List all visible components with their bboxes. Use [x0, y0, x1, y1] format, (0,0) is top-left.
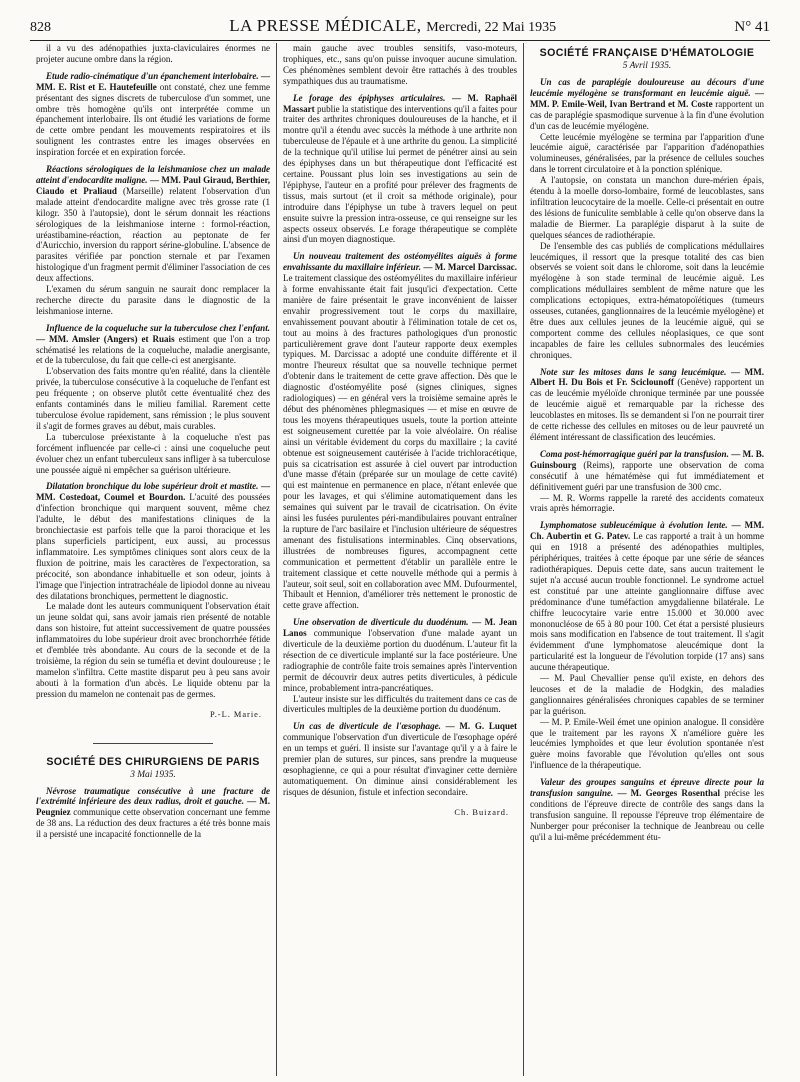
article — [283, 93, 517, 246]
article-body: communique l'observation d'un diverticule de l'œsophage opéré en un temps et guéri. Il insiste sur l'avantage qu'il y a à faire le premier plan de sutures, sur pinces, sans prendre la muqueuse œsophagienne, ce qui a pour résultat d'invaginer cette dernière automatiquement. On diminue ainsi considérablement les risques de désunion, fistule et infection secondaire. — [283, 732, 517, 797]
article-body: rapportent un cas de paraplégie spasmodique survenue à la fin d'une évolution d'un cas de leucémie myélogène. — [530, 98, 764, 131]
article-title: Valeur des groupes sanguins et épreuve directe pour la transfusion sanguine. — [530, 777, 764, 799]
issue-date: Mercredi, 22 Mai 1935 — [426, 20, 557, 35]
article — [36, 323, 270, 367]
article — [530, 77, 764, 132]
article-authors: — M. B. Guinsbourg — [530, 448, 765, 470]
paragraph: — M. R. Worms rappelle la rareté des accidents comateux vrais après hémorragie. — [530, 492, 764, 514]
society-heading: SOCIÉTÉ FRANÇAISE D'HÉMATOLOGIE — [539, 47, 755, 59]
paragraph: il a vu des adénopathies juxta-claviculaires énormes ne projeter aucune ombre dans la région. — [36, 43, 270, 64]
article-body: Le cas rapporté a trait à un homme qui en 1918 a présenté des adénopathies multiples, périphériques, traitées à cette époque par une série de séances radiothérapiques. Depuis cette date, sans aucun traitement le sujet n'a accusé aucun trouble fonctionnel. Le syndrome actuel est constitué par une atteinte ganglionnaire diffuse avec prédominance d'une tuméfaction amygdalienne bilatérale. Le chiffre leucocytaire varie entre 15.000 et 30.000 avec mononucléose de 65 à 80 pour 100. Cet état a persisté plusieurs mois sans modification en l'absence de tout traitement. Il s'agit évidemment d'une lymphomatose aleucémique dont la particularité est la longueur de l'évolution torpide (17 ans) sans aucune thérapeutique. — [530, 531, 764, 673]
article-title: Réactions sérologiques de la leishmaniose chez un malade atteint d'endocardite maligne. — [36, 164, 270, 185]
paragraph: — M. P. Emile-Weil émet une opinion analogue. Il considère que le traitement par les rayons X n'améliore guère les leucémies lymphoïdes et que leur évolution spontanée n'est guère moins favorable que l'évolution qu'elles ont sous l'influence de la thérapeutique. — [530, 716, 764, 771]
article — [283, 617, 517, 693]
article-title: Etude radio-cinématique d'un épanchement interlobaire. — [46, 70, 259, 81]
article-authors: — M. Raphaël Massart — [283, 92, 517, 114]
issue-number: N° 41 — [734, 19, 770, 35]
signature: P.-L. Marie. — [209, 709, 262, 719]
article-body: L'acuité des poussées d'infection bronchique qui marquent souvent, même chez l'adulte, le début des manifestations cliniques de la bronchiectasie est parfois telle que la paroi thoracique et les plans superficiels participent, eux aussi, au processus inflammatoire. Les symptômes cliniques sont alors ceux de la fluxion de poitrine, mais les caractères de l'expectoration, sa précocité, son abondance inhabituelle et son odeur, joints à l'image que l'injection intratrachéale de lipiodol donne au niveau des dilatations bronchiques, permettent le diagnostic. — [36, 492, 271, 601]
article-authors: — MM. Costedoat, Coumel et Bourdon. — [36, 481, 270, 503]
paragraph: De l'ensemble des cas publiés de complications médullaires leucémiques, il ressort que la presque totalité des cas bien observés se voient soit dans le chlorome, soit dans la leucémie myélogène à son stade terminal de leucémie aiguë. Les complications médullaires semblent de même nature que les complications ectopiques, extra-hématopoïétiques (tumeurs osseuses, cutanées, ganglionnaires de la leucémie myélogène) et être dues aux cellules jeunes de la leucémie aiguë, qui se comportent comme des cellules néoplasiques, ce que sont incapables de faire les cellules subnormales des leucémies chroniques. — [530, 240, 764, 360]
article-title: Un nouveau traitement des ostéomyélites aiguës à forme envahissante du maxillaire inférieur. — [283, 251, 517, 273]
article-authors: — MM. Albert H. Du Bois et Fr. Sciclounoff — [530, 366, 765, 388]
article — [36, 481, 270, 601]
paragraph: La tuberculose préexistante à la coqueluche n'est pas forcément influencée par celle-ci : ainsi une coqueluche peut évoluer chez un enfant tuberculeux sans infliger à sa tuberculose une poussée aiguë ni empêcher sa guérison ultérieure. — [36, 431, 270, 475]
article-body: ont constaté, chez une femme présentant des signes discrets de tuberculose d'un sommet, une ombre très homogène qu'ils ont interprétée comme un épanchement interlobaire. Ils ont étudié les variations de forme de cette ombre pendant les mouvements respiratoires et ils soulignent les contrastes entre les images observées en inspiration forcée et en expiration forcée. — [36, 81, 270, 158]
article — [530, 520, 764, 673]
article — [530, 449, 764, 493]
article-authors: — M. Jean Lanos — [283, 617, 517, 639]
article — [36, 786, 270, 841]
column-1 — [30, 43, 276, 1076]
paragraph: L'auteur insiste sur les difficultés du traitement dans ce cas de diverticules multiples de la deuxième portion du duodénum. — [283, 693, 517, 715]
article-title: Un cas de paraplégie douloureuse au décours d'une leucémie myélogène se transformant en leucémie aiguë. — [530, 77, 764, 98]
page-number: 828 — [30, 20, 51, 35]
header-rule — [30, 40, 770, 41]
article — [36, 164, 270, 284]
article-body: Le traitement classique des ostéomyélites du maxillaire inférieur à forme envahissante était fait jusqu'ici d'expectation. Cette manière de faire présentait le grave inconvénient de laisser envahir progressivement tout le corps du maxillaire, envahissement pouvant aboutir à l'élimination totale de cet os, tout au moins à des fractures pathologiques d'un pronostic particulièrement grave dont l'auteur rapporte deux exemples typiques. M. Darcissac a adopté une conduite différente et il montre l'heureux résultat que sa nouvelle technique permet d'obtenir dans le traitement de cette grave affection. Dès que le diagnostic d'ostéomyélite posé (signes cliniques, signes radiologiques) — en général vers la troisième semaine après le début des phénomènes phlegmasiques — et mise en œuvre de tous les moyens thérapeutiques usuels, toute la portion atteinte est soigneusement curettée par la voie alvéolaire. On réalise ainsi un véritable évidement du corps du maxillaire ; la cavité obtenue est soigneusement cautérisée à l'acide trichloracétique, puis sa cicatrisation est assurée à ciel ouvert par introduction d'une masse d'étain (préparée sur un moulage de cette cavité) qui est maintenue en permanence en place, n'étant enlevée que pour les lavages, et qui s'élimine automatiquement dans les semaines qui suivent par le travail de cicatrisation. On évite ainsi les fusées purulentes péri-mandibulaires pouvant entraîner la rupture de l'arc basilaire et l'inclusion ultérieure de séquestres amenant des fistulisations interminables. Cinq observations, illustrées de nombreuses figures, accompagnent cette communication et permettent d'établir un parallèle entre le traitement classique et cette nouvelle méthode qui a permis à l'auteur, soit seul, soit en collaboration avec MM. Dufourmentel, Thibault et Hennion, d'améliorer très nettement le pronostic de cette grave affection. — [283, 273, 517, 611]
article-title: Le forage des épiphyses articulaires. — [293, 92, 446, 103]
paragraph: L'examen du sérum sanguin ne saurait donc remplacer la recherche directe du parasite dans le diagnostic de la leishmaniose interne. — [36, 284, 270, 316]
masthead — [229, 16, 556, 36]
article-body: communique l'observation d'une malade ayant un diverticule de la deuxième portion du duodénum. L'auteur fit la résection de ce diverticule implanté sur la face postérieure. Une radiographie de contrôle faite trois semaines après l'intervention permit de découvrir deux autres petits diverticules, à pédicule mince, probablement intra-pancréatiques. — [283, 628, 518, 693]
article-authors: — MM. Ch. Aubertin et G. Patev. — [530, 520, 764, 542]
article-authors: — MM. E. Rist et E. Hautefeuille — [36, 70, 270, 92]
article-body: estiment que l'on a trop schématisé les relations de la coqueluche, maladie anergisante, et de la tuberculose, du fait que celle-ci est anergisante. — [36, 333, 271, 366]
article-authors: — M. Peugniez — [36, 796, 271, 818]
column-2 — [277, 43, 523, 1076]
paragraph: A l'autopsie, on constata un manchon dure-mérien épais, étendu à la moelle dorso-lombaire, formé de leucoblastes, sans infiltration leucocytaire de la moelle. Celle-ci présentait en outre des lésions de funiculite semblable à celle qu'on observe dans la maladie de Biermer. La paraplégie disparut à la suite de quelques séances de radiothérapie. — [530, 175, 764, 240]
article — [283, 251, 517, 611]
column-3 — [524, 43, 770, 1076]
paragraph: — M. Paul Chevallier pense qu'il existe, en dehors des leucoses et de la maladie de Hodgkin, des maladies ganglionnaires généralisées chroniques capables de se terminer par la guérison. — [530, 673, 764, 716]
paragraph: Cette leucémie myélogène se termina par l'apparition d'une leucémie aiguë, caractérisée par l'apparition d'adénopathies volumineuses, généralisées, par la présence de cellules souches dans le torrent circulatoire et à la ponction splénique. — [530, 131, 764, 175]
article — [283, 721, 517, 797]
page-header — [30, 10, 770, 36]
article-title: Influence de la coqueluche sur la tuberculose chez l'enfant. — [46, 322, 270, 333]
article-title: Coma post-hémorragique guéri par la transfusion. — [540, 448, 729, 459]
article-title: Une observation de diverticule du duodénum. — [293, 617, 469, 628]
article-title: Un cas de diverticule de l'œsophage. — [293, 721, 441, 732]
society-heading: SOCIÉTÉ DES CHIRURGIENS DE PARIS — [46, 755, 260, 768]
article-body: (Marseille) relatent l'observation d'un malade atteint d'endocardite maligne avec très grosse rate (1 kilogr. 350 à l'autopsie), dont le sérum donnait les réactions sérologiques de la leishmaniose interne : formol-réaction, uréastibamine-réaction, réaction au peptonate de fer d'Auricchio, inversion du rapport sérine-globuline. L'absence de parasites vérifiée par ponction sternale et par l'examen histologique d'un fragment permit d'éliminer l'association de ces deux affections. — [36, 185, 270, 284]
article-body: publie la statistique des interventions qu'il a faites pour traiter des arthrites chroniques douloureuses de la hanche, et il montre qu'il a étendu avec succès la méthode à une arthrite non tuberculeuse de l'épaule et à une arthrite du genou. La simplicité de la technique qu'il utilise lui permet de pénétrer ainsi au sein des épiphyses dans un but thérapeutique dont l'efficacité est certaine. Poussant plus loin ses investigations au sein de l'épiphyse, l'auteur en a profité pour prélever des fragments de tissus, mais surtout (et il croit sa méthode originale), pour introduire dans l'épiphyse un tube à travers lequel on peut ensuite suivre la pression intra-osseuse, ce qui renseigne sur les aspects osseux observés. Le forage thérapeutique se complète ainsi d'un moyen diagnostique. — [283, 103, 517, 245]
article-body: communique cette observation concernant une femme de 38 ans. La réduction des deux fractures a été très bonne mais il a persisté une incapacité fonctionnelle de la — [36, 807, 271, 840]
article — [36, 71, 270, 158]
article-authors: — MM. P. Emile-Weil, Ivan Bertrand et M. Coste — [530, 87, 764, 109]
article-authors: — MM. Amsler (Angers) et Ruais — [36, 333, 175, 344]
article-title: Lymphomatose subleucémique à évolution lente. — [540, 520, 728, 531]
session-date: 3 Mai 1935. — [130, 769, 176, 780]
article-title: Dilatation bronchique du lobe supérieur droit et mastite. — [46, 481, 259, 492]
article-authors: — M. Marcel Darcissac. — [423, 262, 517, 273]
article — [530, 777, 764, 842]
paragraph: L'observation des faits montre qu'en réalité, dans la clientèle privée, la tuberculose consécutive à la coqueluche de l'enfant est peu fréquente ; on observe plutôt cette éventualité chez des enfants contaminés dans le milieu familial. Rarement cette tuberculose évolue rapidement, sans rémission ; le plus souvent il s'agit de formes graves au début, mais curables. — [36, 366, 270, 431]
article — [530, 367, 764, 443]
section-divider — [93, 743, 213, 744]
article-authors: — M. G. Luquet — [445, 721, 517, 732]
article-authors: — M. Georges Rosenthal — [617, 788, 721, 799]
session-date: 5 Avril 1935. — [622, 61, 672, 71]
article-body: (Genève) rapportent un cas de leucémie myéloïde chronique terminée par une poussée de leucémie aiguë et remarquable par la richesse des leucoblastes en mitoses. Ils se demandent si l'on ne pourrait tirer de cette richesse des cellules en mitoses ou de leur pauvreté un élément intéressant de classification des leucémies. — [530, 377, 765, 442]
columns — [30, 43, 770, 1076]
paragraph: Le malade dont les auteurs communiquent l'observation était un jeune soldat qui, sans avoir jamais rien présenté de notable dans son histoire, fut atteint successivement de quatre poussées inflammatoires du lobe supérieur droit avec bronchorrhée fétide et d'emblée très abondante. Au cours de la seconde et de la troisième, la région du sein se tuméfia et devint douloureuse ; le mamelon s'infiltra. Cette mastite disparut peu à peu sans avoir abouti à la formation d'un abcès. Le liquide obtenu par la pression du mamelon ne contenait pas de germes. — [36, 601, 270, 699]
signature: Ch. Buizard. — [454, 807, 509, 817]
article-title: Névrose traumatique consécutive à une fracture de l'extrémité inférieure des deux radius, droit et gauche. — [36, 785, 270, 807]
journal-title: LA PRESSE MÉDICALE, — [229, 16, 422, 35]
paragraph: main gauche avec troubles sensitifs, vaso-moteurs, trophiques, etc., sans qu'on puisse invoquer aucune simulation. Ces phénomènes semblent devoir être rattachés à des troubles sympathiques dus au traumatisme. — [283, 43, 517, 86]
article-body: précise les conditions de l'épreuve directe de contrôle des sangs dans la transfusion sanguine. Il repousse l'épreuve trop élémentaire de Nunberger pour préconiser la technique de Jeanbreau ou celle qu'il a lui-même précédemment étu- — [530, 788, 764, 842]
article-title: Note sur les mitoses dans le sang leucémique. — [540, 366, 727, 377]
article-authors: — MM. Paul Giraud, Berthier, Ciaudo et Praliaud — [36, 174, 270, 196]
article-body: (Reims), rapporte une observation de coma consécutif à une hématémèse qui fut immédiatement et définitivement guéri par une transfusion de 300 cmc. — [530, 459, 764, 492]
